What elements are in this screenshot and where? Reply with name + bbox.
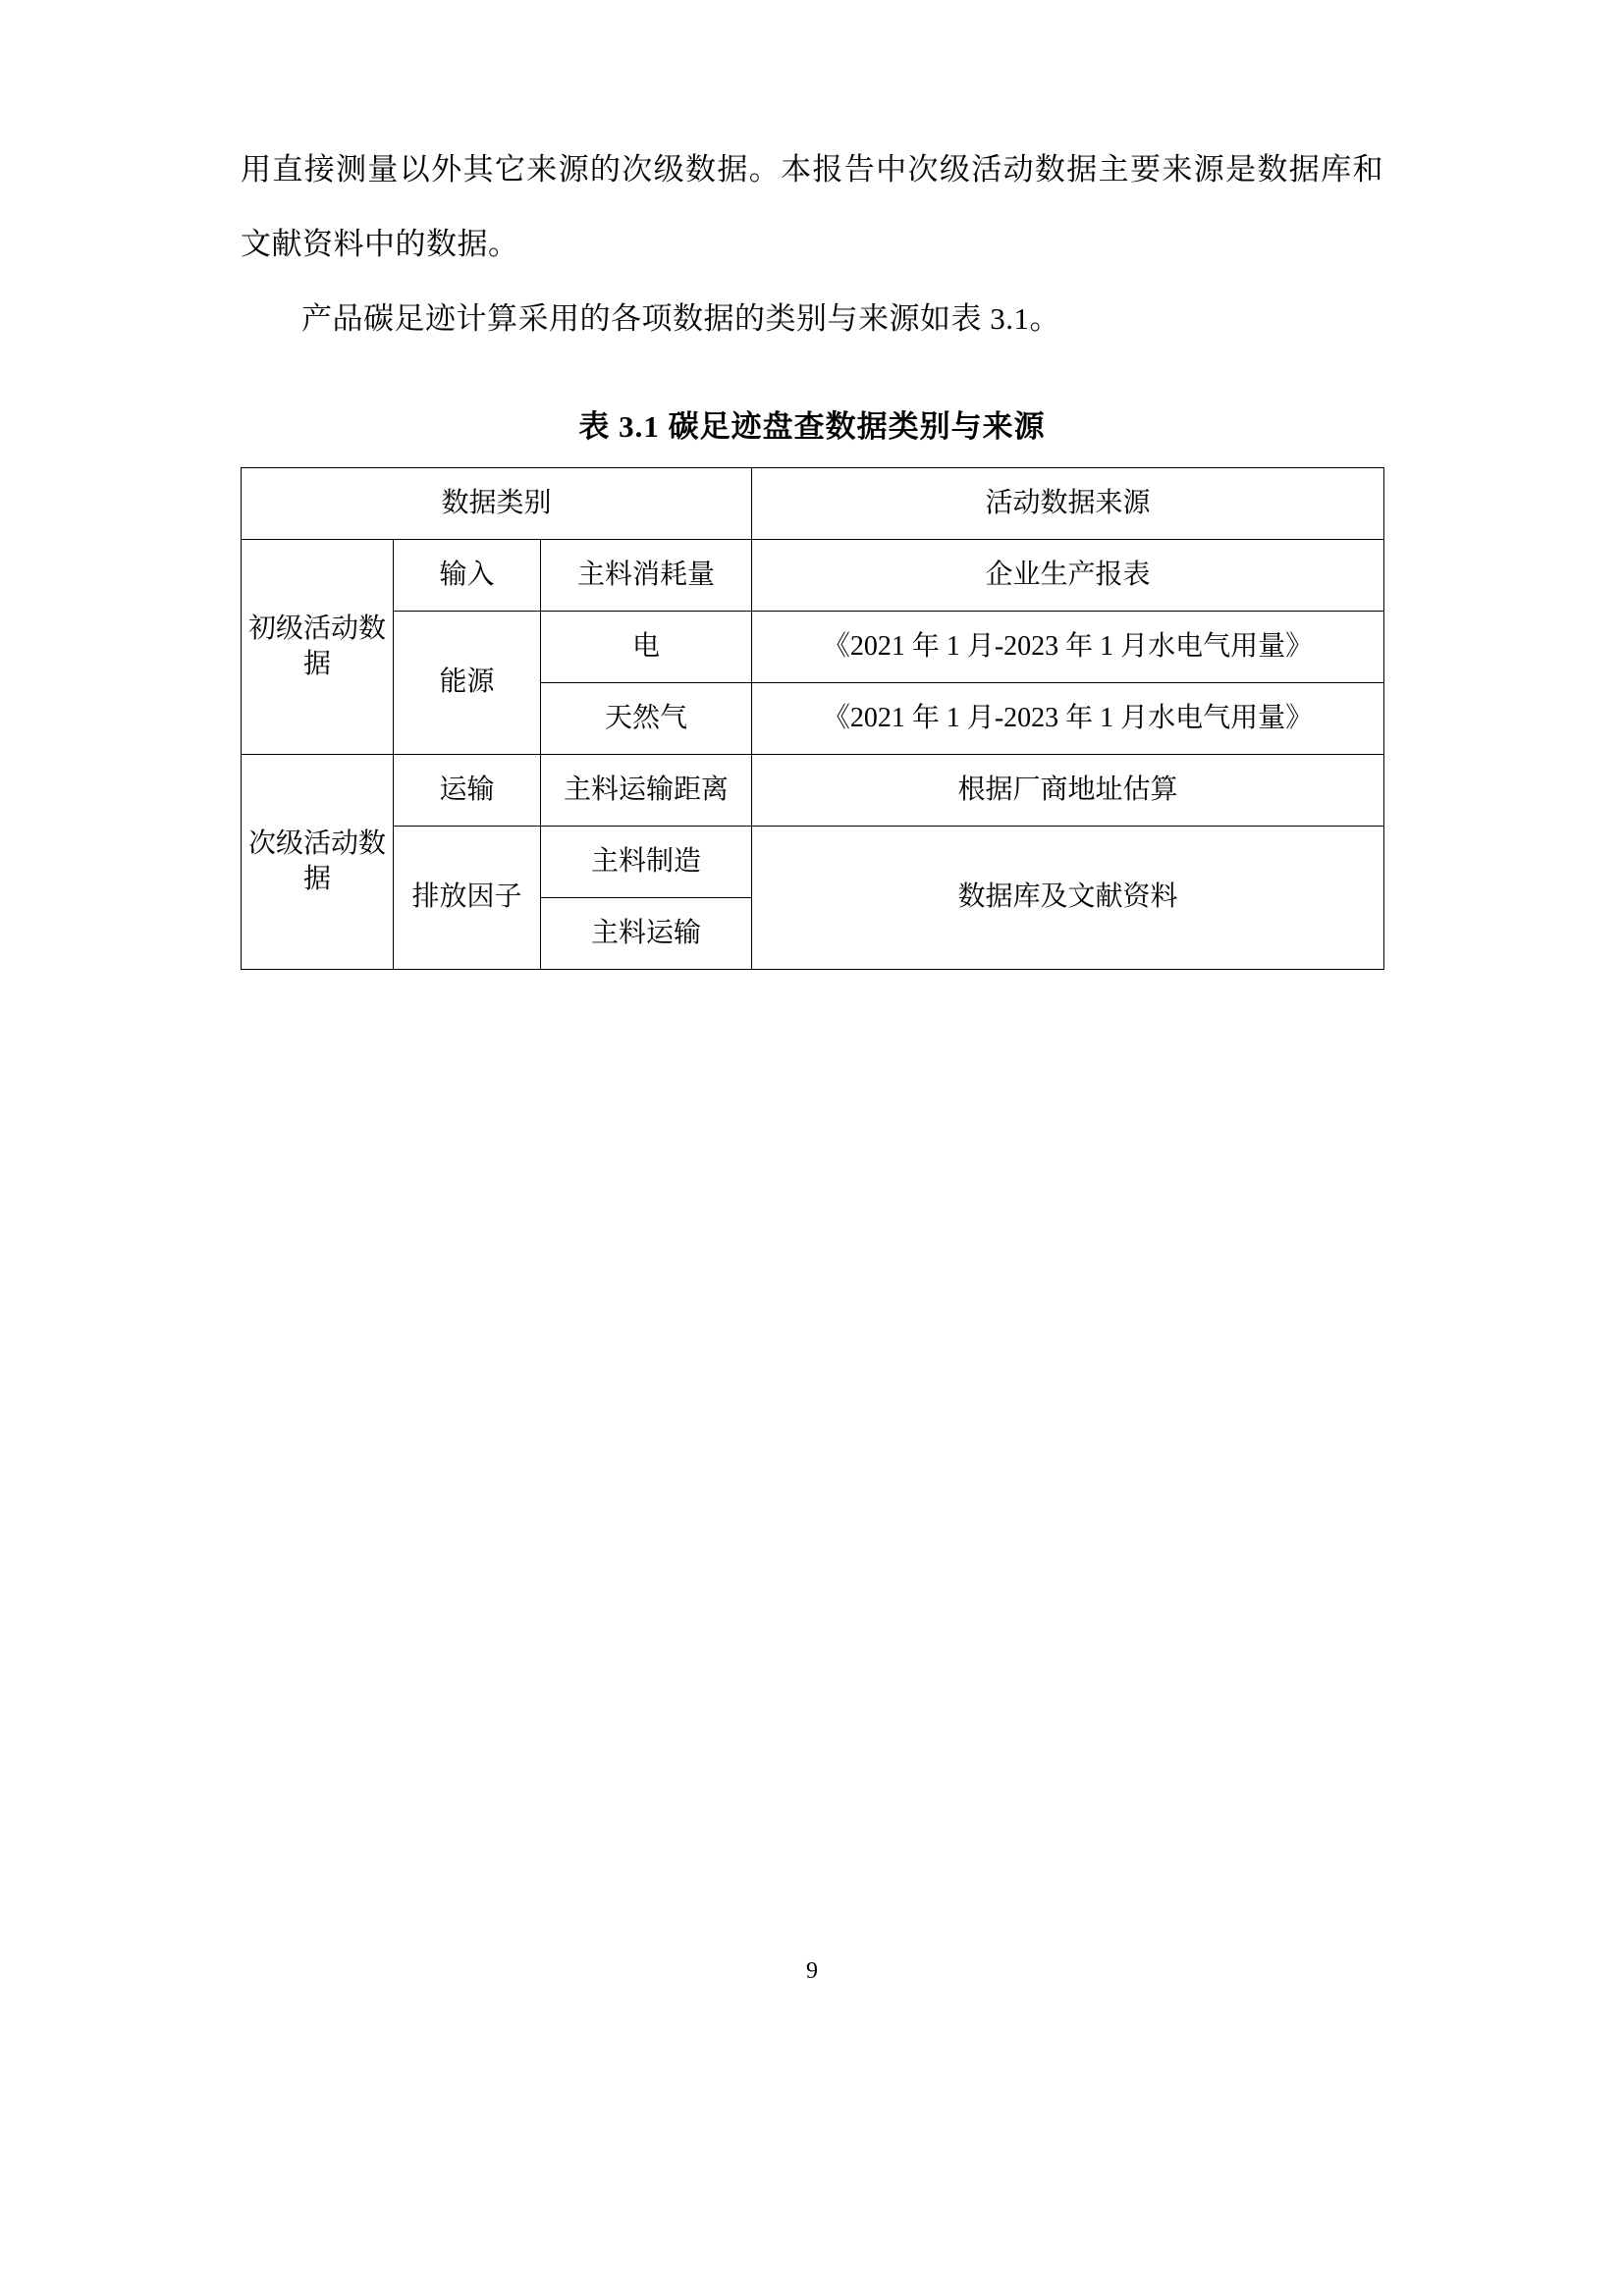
table-header-category: 数据类别 xyxy=(242,468,752,540)
cell-item-electricity: 电 xyxy=(541,612,752,683)
table-row xyxy=(242,540,1384,612)
table-header-source: 活动数据来源 xyxy=(752,468,1384,540)
table-caption: 表 3.1 碳足迹盘查数据类别与来源 xyxy=(578,409,1046,444)
table-header-row xyxy=(242,468,1384,540)
page-number: 9 xyxy=(806,1958,818,1984)
cell-source-database-literature: 数据库及文献资料 xyxy=(752,827,1384,970)
table-row xyxy=(242,827,1384,898)
body-text-block xyxy=(241,0,1383,356)
cell-item-transport-distance: 主料运输距离 xyxy=(541,755,752,827)
cell-source-utility-usage-electricity: 《2021 年 1 月-2023 年 1 月水电气用量》 xyxy=(752,612,1384,683)
cell-item-material-consumption: 主料消耗量 xyxy=(541,540,752,612)
table-row xyxy=(242,612,1384,683)
cell-group-secondary: 次级活动数据 xyxy=(242,755,394,970)
cell-item-natural-gas: 天然气 xyxy=(541,683,752,755)
cell-group-primary: 初级活动数据 xyxy=(242,540,394,755)
cell-source-production-report: 企业生产报表 xyxy=(752,540,1384,612)
cell-item-material-transport: 主料运输 xyxy=(541,898,752,970)
data-source-table xyxy=(241,467,1384,970)
paragraph-table-intro: 产品碳足迹计算采用的各项数据的类别与来源如表 3.1。 xyxy=(301,301,1060,336)
paragraph-continuation: 用直接测量以外其它来源的次级数据。本报告中次级活动数据主要来源是数据库和文献资料中的数据。 xyxy=(241,152,1383,261)
cell-type-transport: 运输 xyxy=(394,755,541,827)
cell-source-estimated-by-supplier-address: 根据厂商地址估算 xyxy=(752,755,1384,827)
cell-type-emission-factor: 排放因子 xyxy=(394,827,541,970)
cell-item-material-manufacturing: 主料制造 xyxy=(541,827,752,898)
table-row xyxy=(242,755,1384,827)
cell-source-utility-usage-gas: 《2021 年 1 月-2023 年 1 月水电气用量》 xyxy=(752,683,1384,755)
cell-type-energy: 能源 xyxy=(394,612,541,755)
cell-type-input: 输入 xyxy=(394,540,541,612)
